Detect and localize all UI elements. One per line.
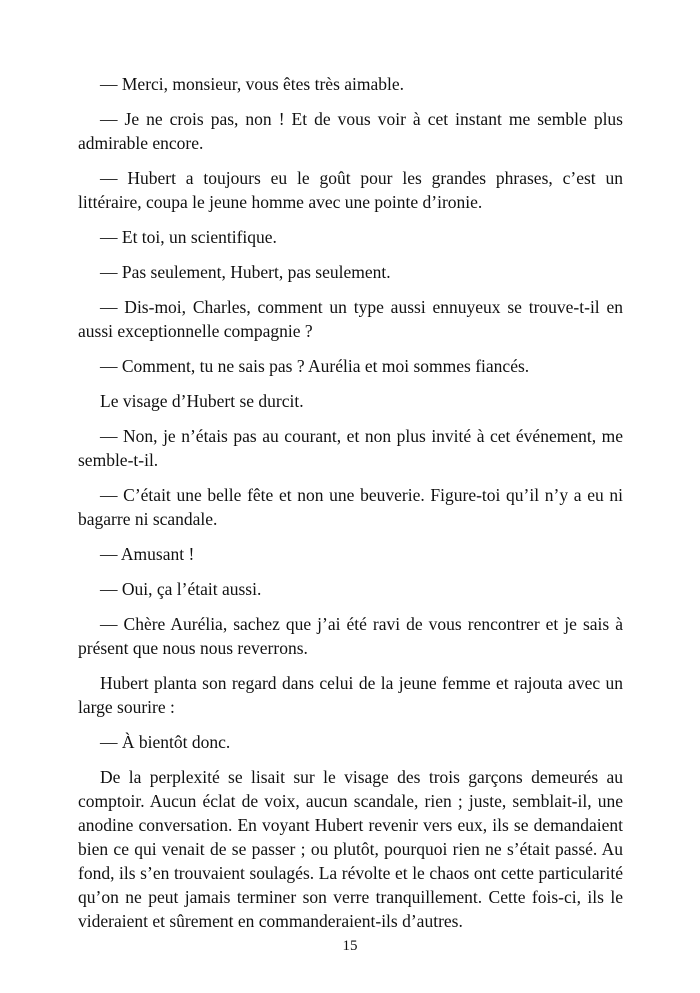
paragraph: — Chère Aurélia, sachez que j’ai été ravi de vous rencontrer et je sais à présent que nous nous reverrons.: [78, 614, 623, 658]
paragraph: — Oui, ça l’était aussi.: [100, 579, 262, 599]
paragraph: — Non, je n’étais pas au courant, et non plus invité à cet événement, me semble-t-il.: [78, 426, 623, 470]
paragraph: — Hubert a toujours eu le goût pour les grandes phrases, c’est un littéraire, coupa le jeune homme avec une pointe d’ironie.: [78, 168, 623, 212]
body-text: [78, 72, 623, 944]
paragraph: — Comment, tu ne sais pas ? Aurélia et moi sommes fiancés.: [100, 356, 530, 376]
paragraph: — C’était une belle fête et non une beuverie. Figure-toi qu’il n’y a eu ni bagarre ni scandale.: [78, 485, 623, 529]
paragraph: — Merci, monsieur, vous êtes très aimable.: [100, 74, 405, 94]
paragraph: — Je ne crois pas, non ! Et de vous voir à cet instant me semble plus admirable encore.: [78, 109, 623, 153]
paragraph: — Dis-moi, Charles, comment un type aussi ennuyeux se trouve-t-il en aussi exceptionnelle compagnie ?: [78, 297, 623, 341]
paragraph: — Pas seulement, Hubert, pas seulement.: [100, 262, 391, 282]
page-number: 15: [342, 938, 358, 954]
paragraph: Hubert planta son regard dans celui de la jeune femme et rajouta avec un large sourire :: [78, 673, 623, 717]
paragraph: De la perplexité se lisait sur le visage des trois garçons demeurés au comptoir. Aucun éclat de voix, aucun scandale, rien ; juste, semblait-il, une anodine conversation. En voyant Hubert revenir vers eux, ils se demandaient bien ce qui venait de se passer ; ou plutôt, pourquoi rien ne s’était passé. Au fond, ils s’en trouvaient soulagés. La révolte et le chaos ont cette particularité qu’on ne peut jamais terminer son verre tranquillement. Cette fois-ci, ils le videraient et sûrement en commanderaient-ils d’autres.: [78, 767, 623, 931]
paragraph: — Amusant !: [100, 544, 195, 564]
paragraph: — Et toi, un scientifique.: [100, 227, 277, 247]
paragraph: Le visage d’Hubert se durcit.: [100, 391, 304, 411]
paragraph: — À bientôt donc.: [100, 732, 231, 752]
